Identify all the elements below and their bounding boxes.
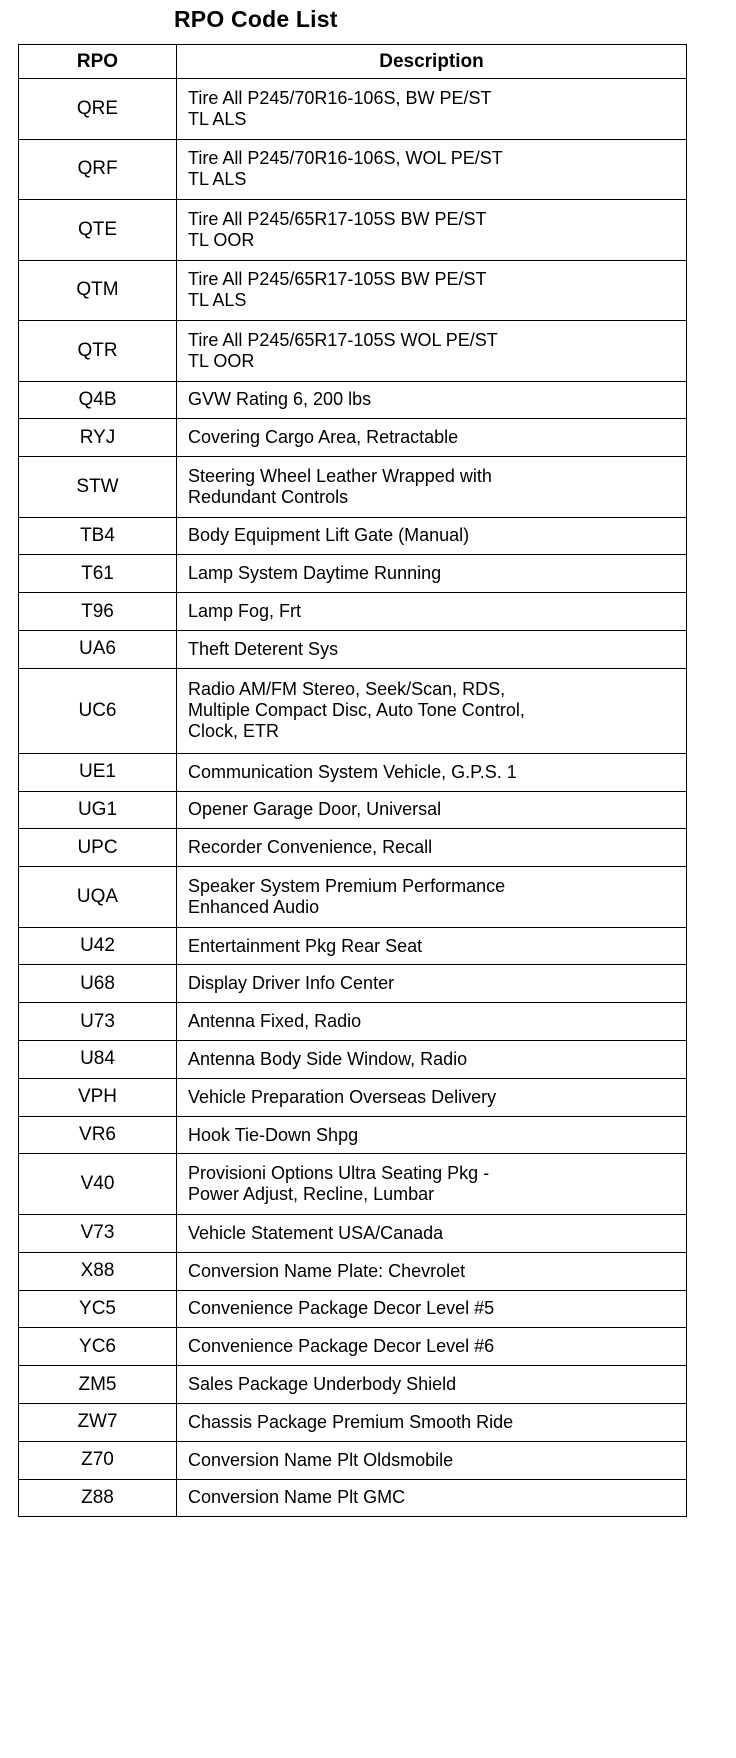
table-row <box>19 1041 687 1079</box>
description-line: Tire All P245/70R16-106S, WOL PE/ST <box>188 148 503 169</box>
description-cell <box>177 1041 687 1079</box>
table-row <box>19 593 687 631</box>
description-line: Communication System Vehicle, G.P.S. 1 <box>188 761 517 782</box>
description-cell <box>177 1479 687 1517</box>
table-row <box>19 1328 687 1366</box>
table-row <box>19 791 687 829</box>
description-line: Conversion Name Plt Oldsmobile <box>188 1449 454 1470</box>
table-row <box>19 965 687 1003</box>
description-line: Antenna Fixed, Radio <box>188 1011 362 1032</box>
description-cell <box>177 1252 687 1290</box>
rpo-code-cell: RYJ <box>19 419 177 457</box>
table-row <box>19 457 687 518</box>
table-body <box>19 79 687 1517</box>
description-line: Chassis Package Premium Smooth Ride <box>188 1411 514 1432</box>
description-line: Recorder Convenience, Recall <box>188 837 433 858</box>
description-cell <box>177 1078 687 1116</box>
table-row <box>19 1214 687 1252</box>
description-line: Vehicle Statement USA/Canada <box>188 1222 444 1243</box>
table-row <box>19 1366 687 1404</box>
table-row <box>19 139 687 200</box>
description-cell <box>177 517 687 555</box>
description-cell <box>177 139 687 200</box>
rpo-code-cell: T96 <box>19 593 177 631</box>
rpo-code-cell: UC6 <box>19 668 177 753</box>
description-cell <box>177 1116 687 1154</box>
description-line: GVW Rating 6, 200 lbs <box>188 389 372 410</box>
rpo-code-cell: V73 <box>19 1214 177 1252</box>
table-row <box>19 753 687 791</box>
rpo-code-cell: QRE <box>19 79 177 140</box>
description-line: Display Driver Info Center <box>188 973 395 994</box>
description-cell <box>177 927 687 965</box>
table-row <box>19 419 687 457</box>
table-row <box>19 79 687 140</box>
table-row <box>19 1154 687 1215</box>
page-title: RPO Code List <box>174 6 338 32</box>
rpo-code-table <box>18 44 687 1517</box>
rpo-code-cell: UG1 <box>19 791 177 829</box>
description-cell <box>177 829 687 867</box>
description-line: Lamp System Daytime Running <box>188 563 442 584</box>
description-line: Opener Garage Door, Universal <box>188 799 442 820</box>
description-line: Multiple Compact Disc, Auto Tone Control, <box>188 700 525 721</box>
description-cell <box>177 260 687 321</box>
rpo-code-cell: VR6 <box>19 1116 177 1154</box>
table-row <box>19 867 687 928</box>
rpo-code-cell: UQA <box>19 867 177 928</box>
table-row <box>19 517 687 555</box>
description-line: Body Equipment Lift Gate (Manual) <box>188 525 470 546</box>
description-line: Provisioni Options Ultra Seating Pkg - <box>188 1163 490 1184</box>
description-column-header: Description <box>177 45 687 79</box>
description-line: Clock, ETR <box>188 721 280 742</box>
rpo-code-cell: UA6 <box>19 630 177 668</box>
description-cell <box>177 1154 687 1215</box>
rpo-code-cell: VPH <box>19 1078 177 1116</box>
description-line: Tire All P245/65R17-105S BW PE/ST <box>188 269 487 290</box>
description-line: Vehicle Preparation Overseas Delivery <box>188 1086 497 1107</box>
description-line: Sales Package Underbody Shield <box>188 1374 457 1395</box>
description-cell <box>177 1290 687 1328</box>
table-row <box>19 321 687 382</box>
table-row <box>19 1252 687 1290</box>
rpo-code-cell: QTM <box>19 260 177 321</box>
rpo-code-cell: UPC <box>19 829 177 867</box>
description-cell <box>177 753 687 791</box>
rpo-code-cell: QTE <box>19 200 177 261</box>
description-cell <box>177 867 687 928</box>
table-row <box>19 829 687 867</box>
description-cell <box>177 321 687 382</box>
rpo-code-cell: YC6 <box>19 1328 177 1366</box>
description-cell <box>177 1366 687 1404</box>
rpo-code-cell: Z70 <box>19 1441 177 1479</box>
description-cell <box>177 630 687 668</box>
rpo-code-cell: U68 <box>19 965 177 1003</box>
description-cell <box>177 1328 687 1366</box>
description-line: Tire All P245/65R17-105S BW PE/ST <box>188 208 487 229</box>
description-line: Redundant Controls <box>188 486 349 507</box>
description-line: Covering Cargo Area, Retractable <box>188 427 459 448</box>
description-cell <box>177 593 687 631</box>
description-cell <box>177 555 687 593</box>
description-cell <box>177 668 687 753</box>
table-row <box>19 630 687 668</box>
table-row <box>19 1479 687 1517</box>
description-line: Conversion Name Plt GMC <box>188 1487 406 1508</box>
description-line: TL ALS <box>188 108 247 129</box>
description-line: Antenna Body Side Window, Radio <box>188 1048 468 1069</box>
table-row <box>19 381 687 419</box>
rpo-code-cell: Q4B <box>19 381 177 419</box>
description-cell <box>177 1003 687 1041</box>
description-line: Entertainment Pkg Rear Seat <box>188 935 423 956</box>
rpo-code-cell: U73 <box>19 1003 177 1041</box>
table-row <box>19 1003 687 1041</box>
table-row <box>19 200 687 261</box>
description-line: Theft Deterent Sys <box>188 638 339 659</box>
rpo-code-cell: YC5 <box>19 1290 177 1328</box>
description-line: Steering Wheel Leather Wrapped with <box>188 465 492 486</box>
description-cell <box>177 1403 687 1441</box>
description-line: TL ALS <box>188 169 247 190</box>
rpo-code-cell: QRF <box>19 139 177 200</box>
description-cell <box>177 419 687 457</box>
table-row <box>19 1290 687 1328</box>
rpo-code-cell: TB4 <box>19 517 177 555</box>
table-row <box>19 555 687 593</box>
rpo-code-cell: V40 <box>19 1154 177 1215</box>
description-cell <box>177 1214 687 1252</box>
description-cell <box>177 1441 687 1479</box>
rpo-column-header: RPO <box>19 45 177 79</box>
rpo-code-cell: T61 <box>19 555 177 593</box>
description-line: Hook Tie-Down Shpg <box>188 1124 359 1145</box>
description-line: Radio AM/FM Stereo, Seek/Scan, RDS, <box>188 679 506 700</box>
rpo-code-cell: UE1 <box>19 753 177 791</box>
description-cell <box>177 200 687 261</box>
table-header-row <box>19 45 687 79</box>
description-line: Enhanced Audio <box>188 896 320 917</box>
rpo-code-cell: U84 <box>19 1041 177 1079</box>
rpo-code-cell: X88 <box>19 1252 177 1290</box>
description-line: Tire All P245/70R16-106S, BW PE/ST <box>188 87 492 108</box>
rpo-code-cell: STW <box>19 457 177 518</box>
table-row <box>19 668 687 753</box>
table-row <box>19 1441 687 1479</box>
rpo-code-cell: Z88 <box>19 1479 177 1517</box>
table-row <box>19 1403 687 1441</box>
description-line: Lamp Fog, Frt <box>188 601 302 622</box>
description-cell <box>177 457 687 518</box>
description-cell <box>177 79 687 140</box>
rpo-code-cell: ZM5 <box>19 1366 177 1404</box>
description-cell <box>177 381 687 419</box>
description-line: TL OOR <box>188 229 255 250</box>
description-line: TL ALS <box>188 290 247 311</box>
description-line: Conversion Name Plate: Chevrolet <box>188 1260 466 1281</box>
description-line: Convenience Package Decor Level #6 <box>188 1336 495 1357</box>
description-line: Tire All P245/65R17-105S WOL PE/ST <box>188 329 498 350</box>
table-row <box>19 927 687 965</box>
table-row <box>19 1116 687 1154</box>
description-line: Power Adjust, Recline, Lumbar <box>188 1184 435 1205</box>
rpo-code-cell: QTR <box>19 321 177 382</box>
description-cell <box>177 965 687 1003</box>
rpo-code-cell: U42 <box>19 927 177 965</box>
description-line: Speaker System Premium Performance <box>188 875 506 896</box>
description-cell <box>177 791 687 829</box>
table-row <box>19 260 687 321</box>
description-line: TL OOR <box>188 350 255 371</box>
table-row <box>19 1078 687 1116</box>
description-line: Convenience Package Decor Level #5 <box>188 1298 495 1319</box>
rpo-code-cell: ZW7 <box>19 1403 177 1441</box>
